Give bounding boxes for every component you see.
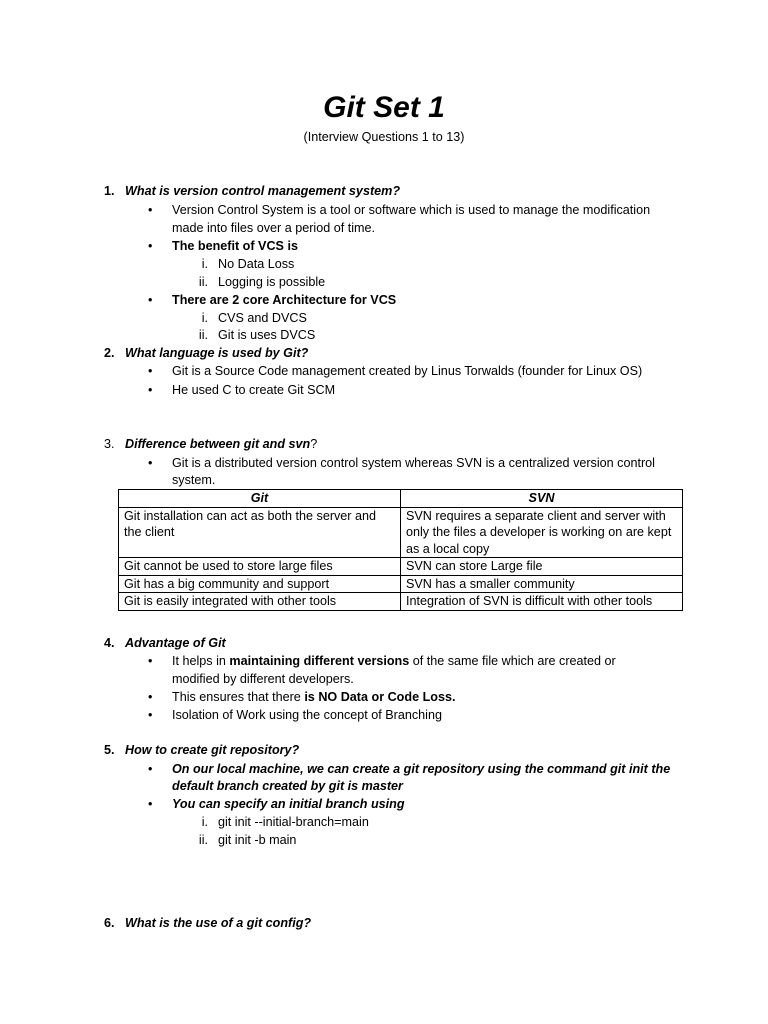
- q6-question: What is the use of a git config?: [125, 916, 312, 930]
- table-cell: SVN has a smaller community: [401, 575, 683, 593]
- table-row: [119, 507, 683, 558]
- table-cell: SVN can store Large file: [401, 558, 683, 576]
- table-row: [119, 558, 683, 576]
- q1-question: What is version control management system?: [125, 184, 401, 198]
- q3-question-text: Difference between git and svn: [125, 437, 311, 451]
- q1-bullet-2: The benefit of VCS is: [172, 239, 298, 253]
- bullet-icon: •: [148, 293, 153, 307]
- list-item: Logging is possible: [218, 275, 326, 289]
- q5-bullet-2: You can specify an initial branch using: [172, 797, 405, 811]
- table-cell: Git cannot be used to store large files: [119, 558, 401, 576]
- bullet-icon: •: [148, 456, 153, 470]
- list-item: Git is uses DVCS: [218, 328, 316, 342]
- list-number: ii.: [198, 328, 208, 342]
- bullet-icon: •: [148, 364, 153, 378]
- q3-number: 3.: [104, 437, 115, 451]
- q3-bullet-1-cont: system.: [172, 473, 216, 487]
- bullet-icon: •: [148, 203, 153, 217]
- q3-question-mark: ?: [310, 437, 318, 451]
- list-item: No Data Loss: [218, 257, 295, 271]
- list-item: git init -b main: [218, 833, 297, 847]
- q4-bullet-1-pre: It helps in: [172, 654, 230, 668]
- list-number: i.: [201, 815, 208, 829]
- q3-bullet-1: Git is a distributed version control system whereas SVN is a centralized version control: [172, 456, 655, 470]
- bullet-icon: •: [148, 690, 153, 704]
- q5-bullet-1-cont: default branch created by git is master: [172, 779, 403, 793]
- q4-bullet-2: [172, 688, 455, 706]
- git-svn-comparison-table: [118, 489, 683, 611]
- page-subtitle: (Interview Questions 1 to 13): [303, 130, 465, 144]
- list-item: git init --initial-branch=main: [218, 815, 369, 829]
- q4-bullet-1-post: of the same file which are created or: [409, 654, 616, 668]
- q2-bullet-2: He used C to create Git SCM: [172, 383, 336, 397]
- q1-bullet-1-cont: made into files over a period of time.: [172, 221, 376, 235]
- table-cell: Git installation can act as both the server and the client: [119, 507, 401, 558]
- bullet-icon: •: [148, 708, 153, 722]
- bullet-icon: •: [148, 762, 153, 776]
- table-row: [119, 575, 683, 593]
- q2-number: 2.: [104, 346, 115, 360]
- table-cell: Integration of SVN is difficult with other tools: [401, 593, 683, 611]
- table-cell: SVN requires a separate client and server with only the files a developer is working on are kept as a local copy: [401, 507, 683, 558]
- q1-number: 1.: [104, 184, 115, 198]
- table-header-row: [119, 490, 683, 508]
- list-number: i.: [201, 311, 208, 325]
- q4-bullet-2-pre: This ensures that there: [172, 690, 305, 704]
- bullet-icon: •: [148, 239, 153, 253]
- list-number: i.: [201, 257, 208, 271]
- q2-question: What language is used by Git?: [125, 346, 309, 360]
- table-cell: Git has a big community and support: [119, 575, 401, 593]
- q4-bullet-1-cont: modified by different developers.: [172, 672, 354, 686]
- list-item: CVS and DVCS: [218, 311, 307, 325]
- page-title: Git Set 1: [323, 91, 445, 124]
- q1-bullet-1: Version Control System is a tool or software which is used to manage the modification: [172, 203, 651, 217]
- q5-question: How to create git repository?: [125, 743, 300, 757]
- q5-number: 5.: [104, 743, 115, 757]
- q4-bullet-3: Isolation of Work using the concept of Branching: [172, 708, 442, 722]
- table-header-git: Git: [119, 490, 401, 508]
- table-cell: Git is easily integrated with other tools: [119, 593, 401, 611]
- q1-bullet-3: There are 2 core Architecture for VCS: [172, 293, 397, 307]
- bullet-icon: •: [148, 383, 153, 397]
- q4-question: Advantage of Git: [125, 636, 226, 650]
- q5-bullet-1: On our local machine, we can create a git repository using the command git init the: [172, 762, 671, 776]
- q4-number: 4.: [104, 636, 115, 650]
- list-number: ii.: [198, 833, 208, 847]
- bullet-icon: •: [148, 797, 153, 811]
- q4-bullet-1-bold: maintaining different versions: [229, 654, 410, 668]
- q3-question: [125, 435, 317, 453]
- list-number: ii.: [198, 275, 208, 289]
- q4-bullet-2-bold: is NO Data or Code Loss.: [304, 690, 456, 704]
- q6-number: 6.: [104, 916, 115, 930]
- q2-bullet-1: Git is a Source Code management created by Linus Torwalds (founder for Linux OS): [172, 364, 643, 378]
- table-header-svn: SVN: [401, 490, 683, 508]
- bullet-icon: •: [148, 654, 153, 668]
- table-row: [119, 593, 683, 611]
- q4-bullet-1: [172, 652, 616, 670]
